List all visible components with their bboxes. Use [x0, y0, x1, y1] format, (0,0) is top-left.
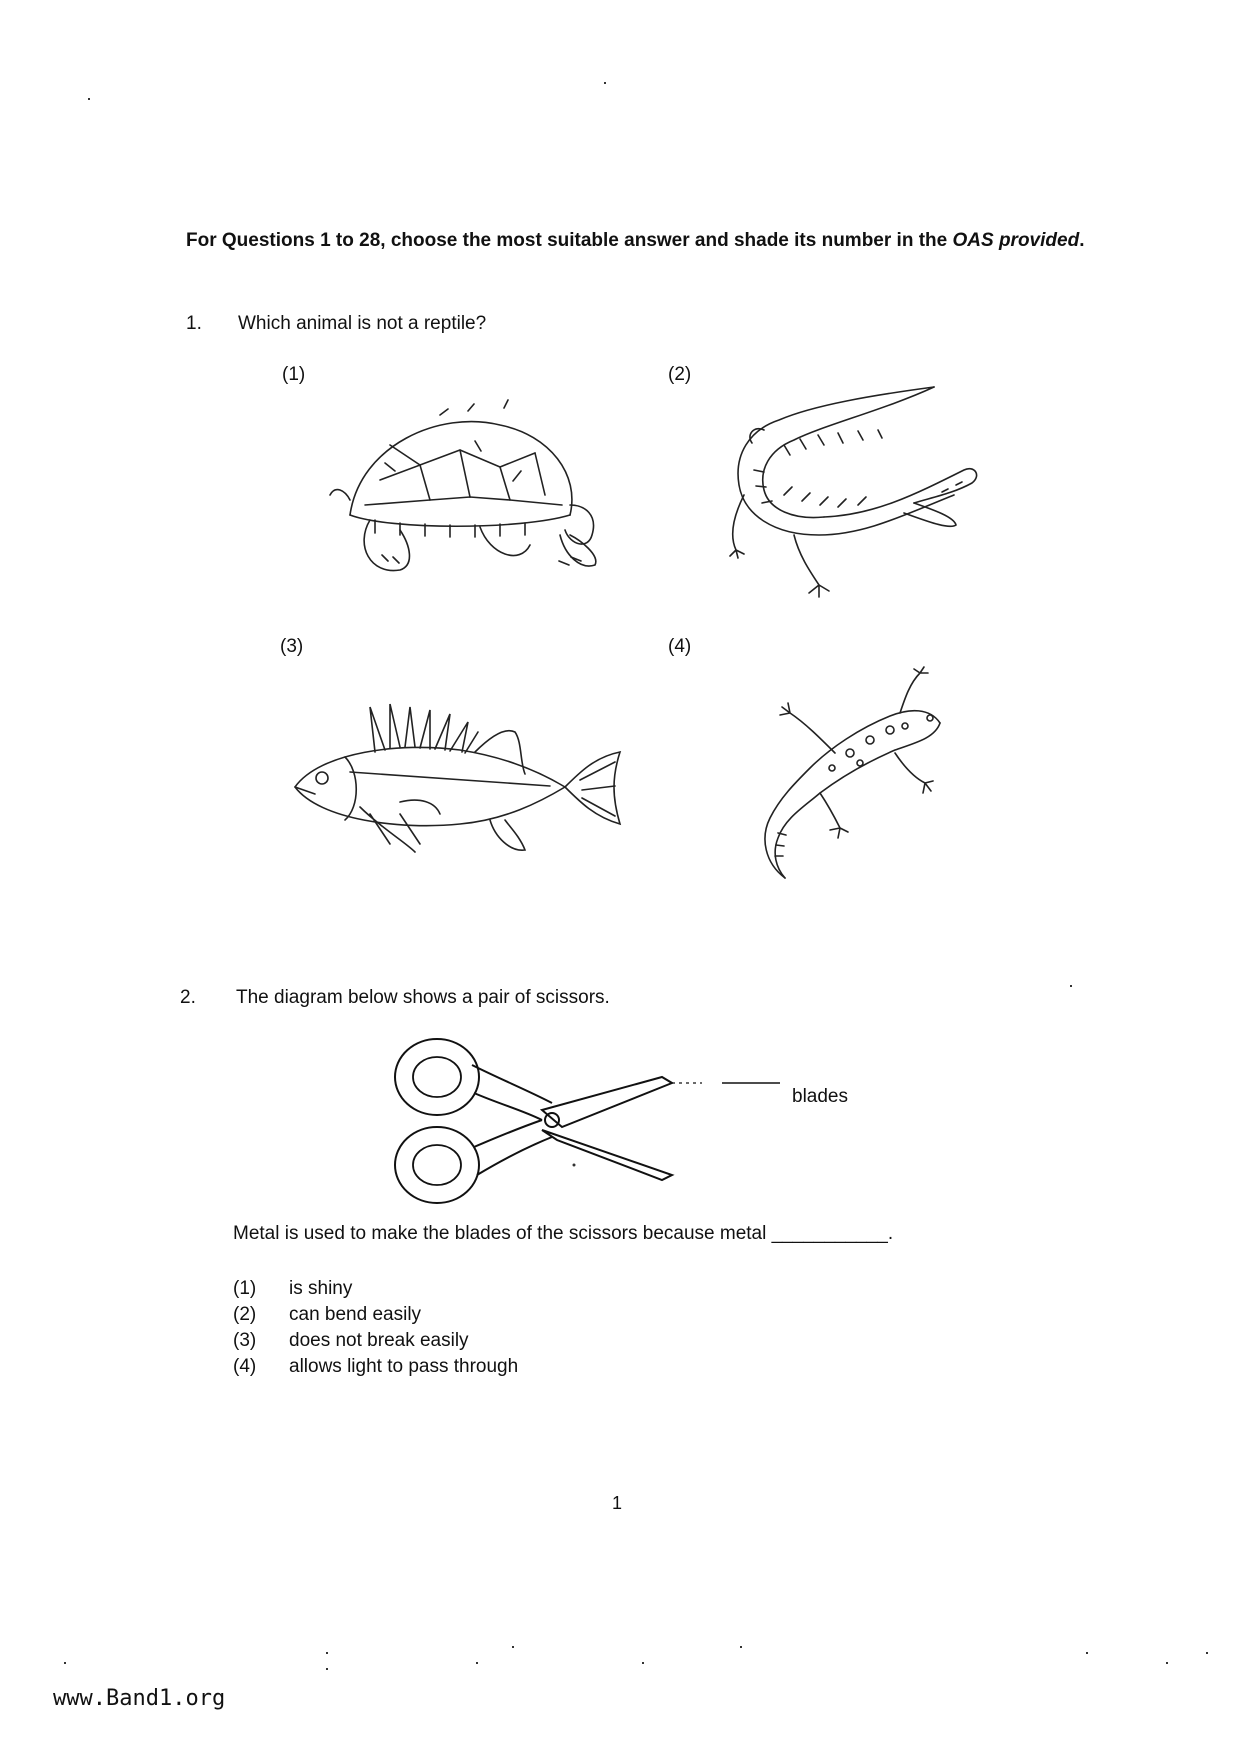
scan-dot: [1206, 1652, 1208, 1654]
q1-option-1-label: (1): [282, 364, 306, 385]
question-1-text: Which animal is not a reptile?: [238, 313, 487, 334]
question-1-number: 1.: [186, 313, 202, 334]
scan-dot: [740, 1646, 742, 1648]
q2-option-1: [233, 1276, 518, 1302]
q2-option-1-text: is shiny: [289, 1278, 353, 1299]
q2-option-3-text: does not break easily: [289, 1330, 469, 1351]
scan-dot: [88, 98, 90, 100]
lizard-illustration: [740, 668, 970, 888]
question-2-number: 2.: [180, 987, 196, 1008]
scissors-diagram: [392, 1035, 812, 1215]
question-2-stem: Metal is used to make the blades of the scissors because metal ___________.: [233, 1223, 894, 1244]
footer-url: www.Band1.org: [53, 1686, 226, 1711]
instructions-end: .: [1079, 230, 1085, 251]
scan-dot: [512, 1646, 514, 1648]
q2-option-4: [233, 1354, 518, 1380]
q2-option-2-text: can bend easily: [289, 1304, 422, 1325]
scan-dot: [326, 1652, 328, 1654]
crocodile-illustration: [724, 385, 984, 605]
q2-option-2-label: (2): [233, 1304, 257, 1325]
tortoise-illustration: [330, 405, 600, 585]
scan-dot: [642, 1662, 644, 1664]
question-2-text: The diagram below shows a pair of scissors.: [236, 987, 610, 1008]
scan-dot: [326, 1668, 328, 1670]
instructions: [186, 228, 1086, 254]
q2-option-3: [233, 1328, 518, 1354]
q1-option-4-label: (4): [668, 636, 692, 657]
scan-dot: [64, 1662, 66, 1664]
q1-option-3-label: (3): [280, 636, 304, 657]
blades-label: blades: [792, 1086, 848, 1107]
scan-dot: [1166, 1662, 1168, 1664]
q1-option-2-label: (2): [668, 364, 692, 385]
instructions-italic: OAS provided: [952, 230, 1080, 251]
q2-option-4-label: (4): [233, 1356, 257, 1377]
question-2-options: [233, 1276, 518, 1380]
scan-dot: [604, 82, 606, 84]
q2-option-3-label: (3): [233, 1330, 257, 1351]
scan-dot: [1070, 985, 1072, 987]
scan-dot: [1086, 1652, 1088, 1654]
q2-option-2: [233, 1302, 518, 1328]
scan-dot: [476, 1662, 478, 1664]
page-number: 1: [612, 1493, 623, 1513]
instructions-text: For Questions 1 to 28, choose the most suitable answer and shade its number in the: [186, 230, 953, 251]
fish-illustration: [290, 702, 630, 872]
q2-option-1-label: (1): [233, 1278, 257, 1299]
q2-option-4-text: allows light to pass through: [289, 1356, 519, 1377]
